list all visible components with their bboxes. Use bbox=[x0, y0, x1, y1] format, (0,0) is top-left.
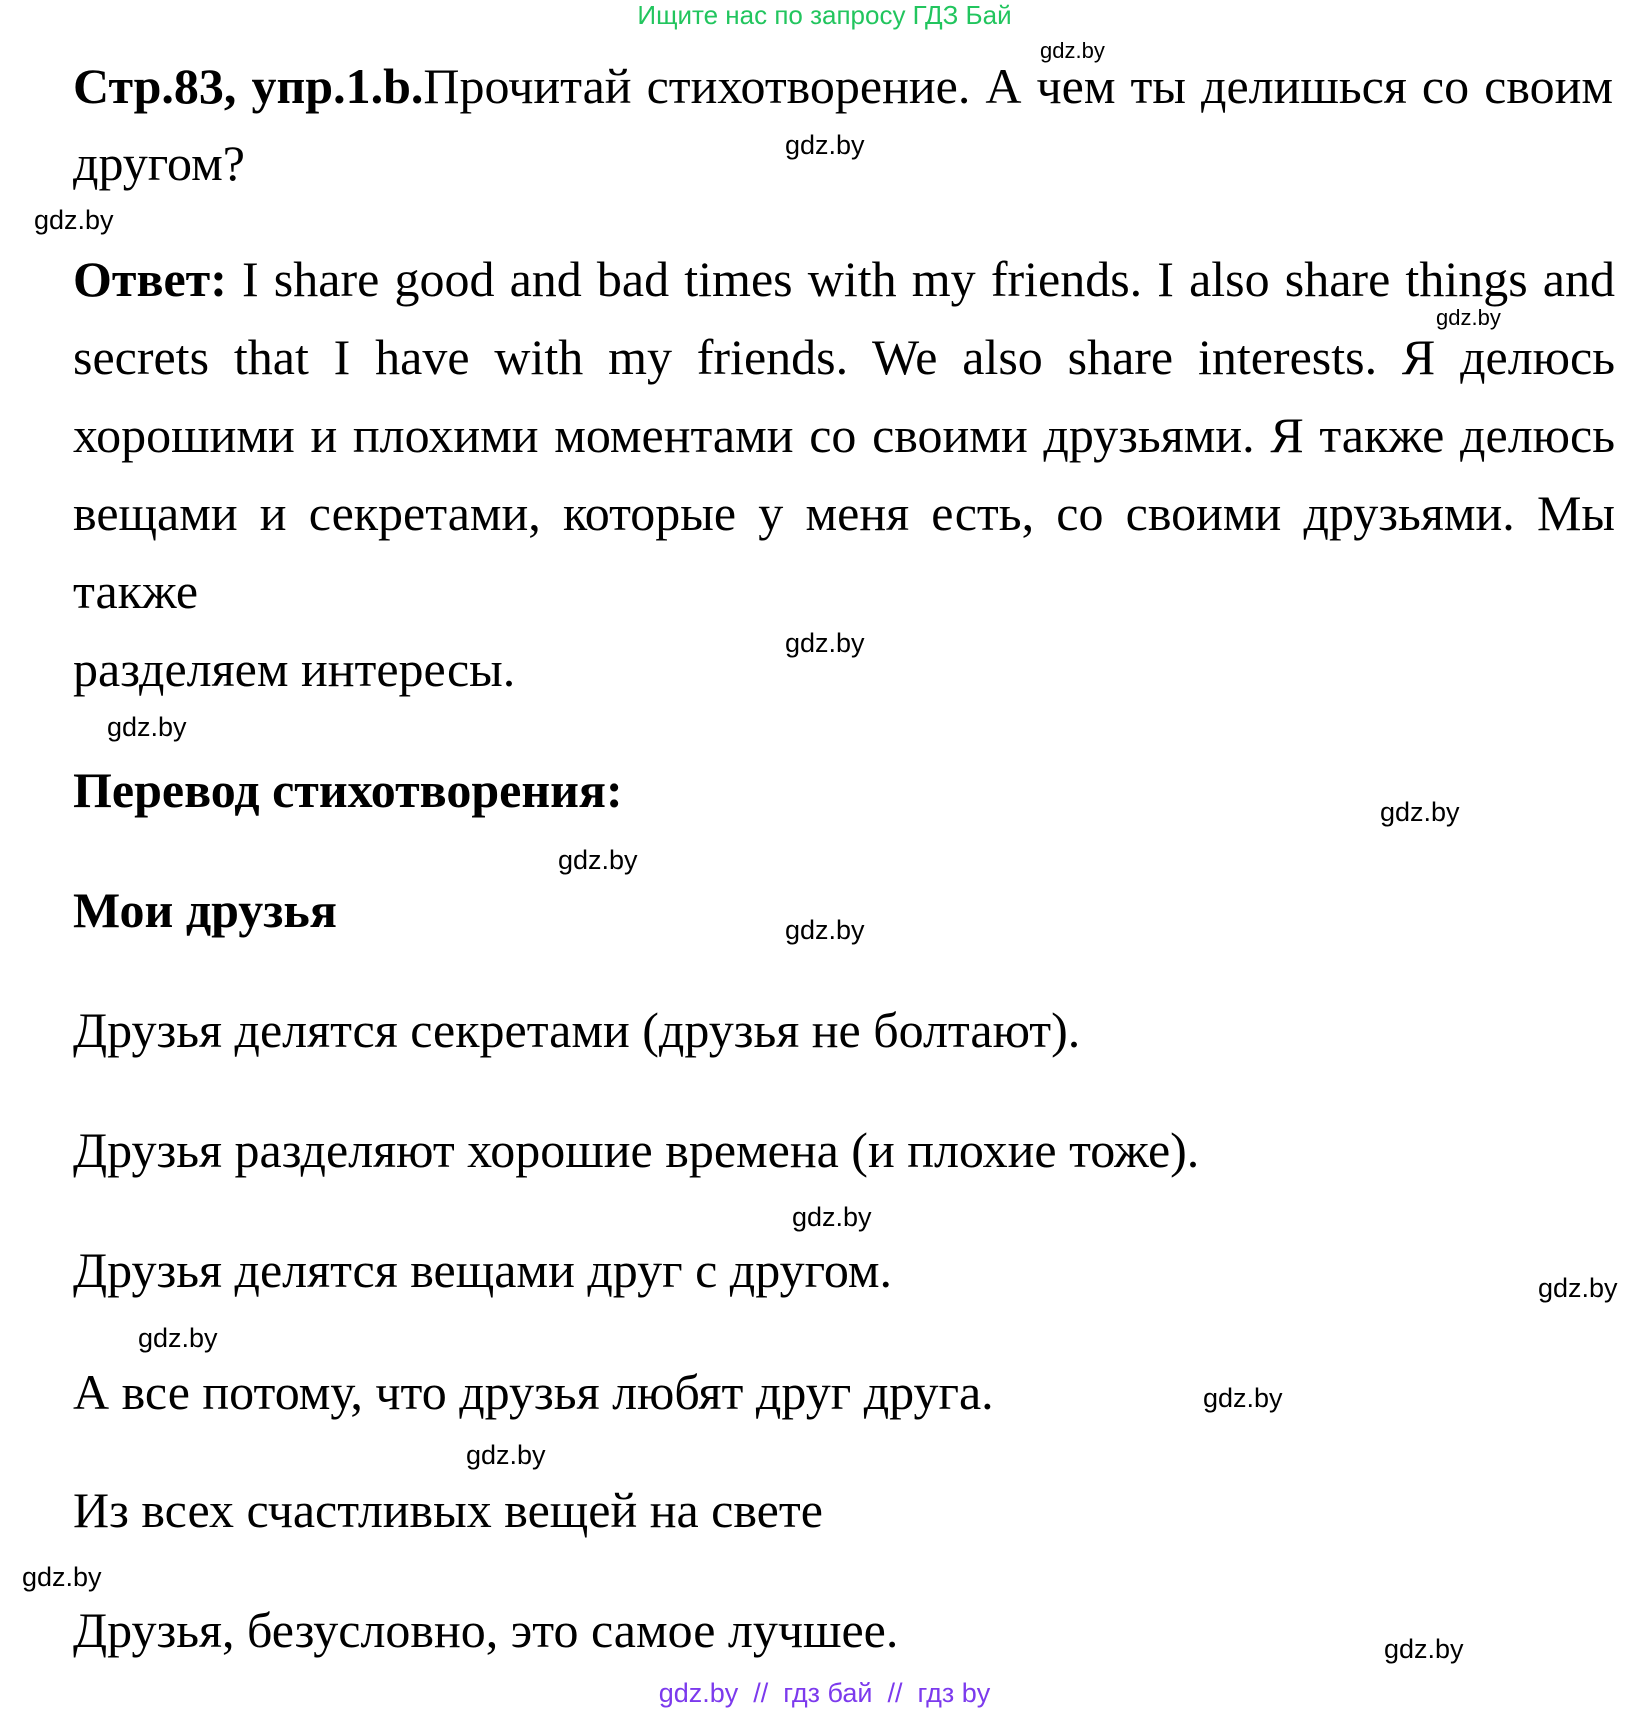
task-label: Стр.83, упр.1.b. bbox=[73, 58, 424, 114]
answer-last-line: разделяем интересы. bbox=[73, 641, 516, 697]
answer-text: I share good and bad times with my friends. I also share things and secrets that I have with my friends. We also share interests. Я делюсь хорошими и плохими моментами со своими друзьями. Я также делюсь вещами и секретами, которые у меня есть, со своими друзьями. Мы также bbox=[73, 251, 1616, 619]
poem-line: Друзья, безусловно, это самое лучшее. bbox=[73, 1602, 899, 1658]
watermark-text: gdz.by bbox=[466, 1440, 546, 1470]
watermark-text: gdz.by bbox=[1384, 1634, 1464, 1664]
top-banner-link[interactable]: Ищите нас по запросу ГДЗ Бай bbox=[637, 0, 1012, 30]
watermark-text: gdz.by bbox=[1040, 38, 1105, 63]
poem-line: Друзья разделяют хорошие времена (и плохие тоже). bbox=[73, 1122, 1200, 1178]
watermark-text: gdz.by bbox=[558, 845, 638, 875]
watermark-text: gdz.by bbox=[785, 628, 865, 658]
poem-line: Друзья делятся вещами друг с другом. bbox=[73, 1242, 893, 1298]
watermark-text: gdz.by bbox=[138, 1323, 218, 1353]
footer-links[interactable]: gdz.by // гдз бай // гдз by bbox=[658, 1678, 991, 1708]
poem-line: Друзья делятся секретами (друзья не болтают). bbox=[73, 1002, 1081, 1058]
watermark-text: gdz.by bbox=[1203, 1383, 1283, 1413]
watermark-text: gdz.by bbox=[792, 1202, 872, 1232]
task-statement bbox=[73, 48, 1613, 202]
watermark-text: gdz.by bbox=[785, 915, 865, 945]
watermark-text: gdz.by bbox=[1436, 305, 1501, 330]
watermark-text: gdz.by bbox=[34, 205, 114, 235]
watermark-text: gdz.by bbox=[107, 712, 187, 742]
watermark-text: gdz.by bbox=[785, 130, 865, 160]
poem-line: А все потому, что друзья любят друг друга. bbox=[73, 1364, 994, 1420]
answer-label: Ответ: bbox=[73, 251, 227, 307]
task-text: Прочитай стихотворение. А чем ты делишься со своим другом? bbox=[73, 58, 1613, 191]
watermark-text: gdz.by bbox=[1538, 1273, 1618, 1303]
poem-title: Мои друзья bbox=[73, 882, 337, 938]
poem-line: Из всех счастливых вещей на свете bbox=[73, 1482, 823, 1538]
translation-heading: Перевод стихотворения: bbox=[73, 762, 623, 818]
watermark-text: gdz.by bbox=[22, 1562, 102, 1592]
watermark-text: gdz.by bbox=[1380, 797, 1460, 827]
